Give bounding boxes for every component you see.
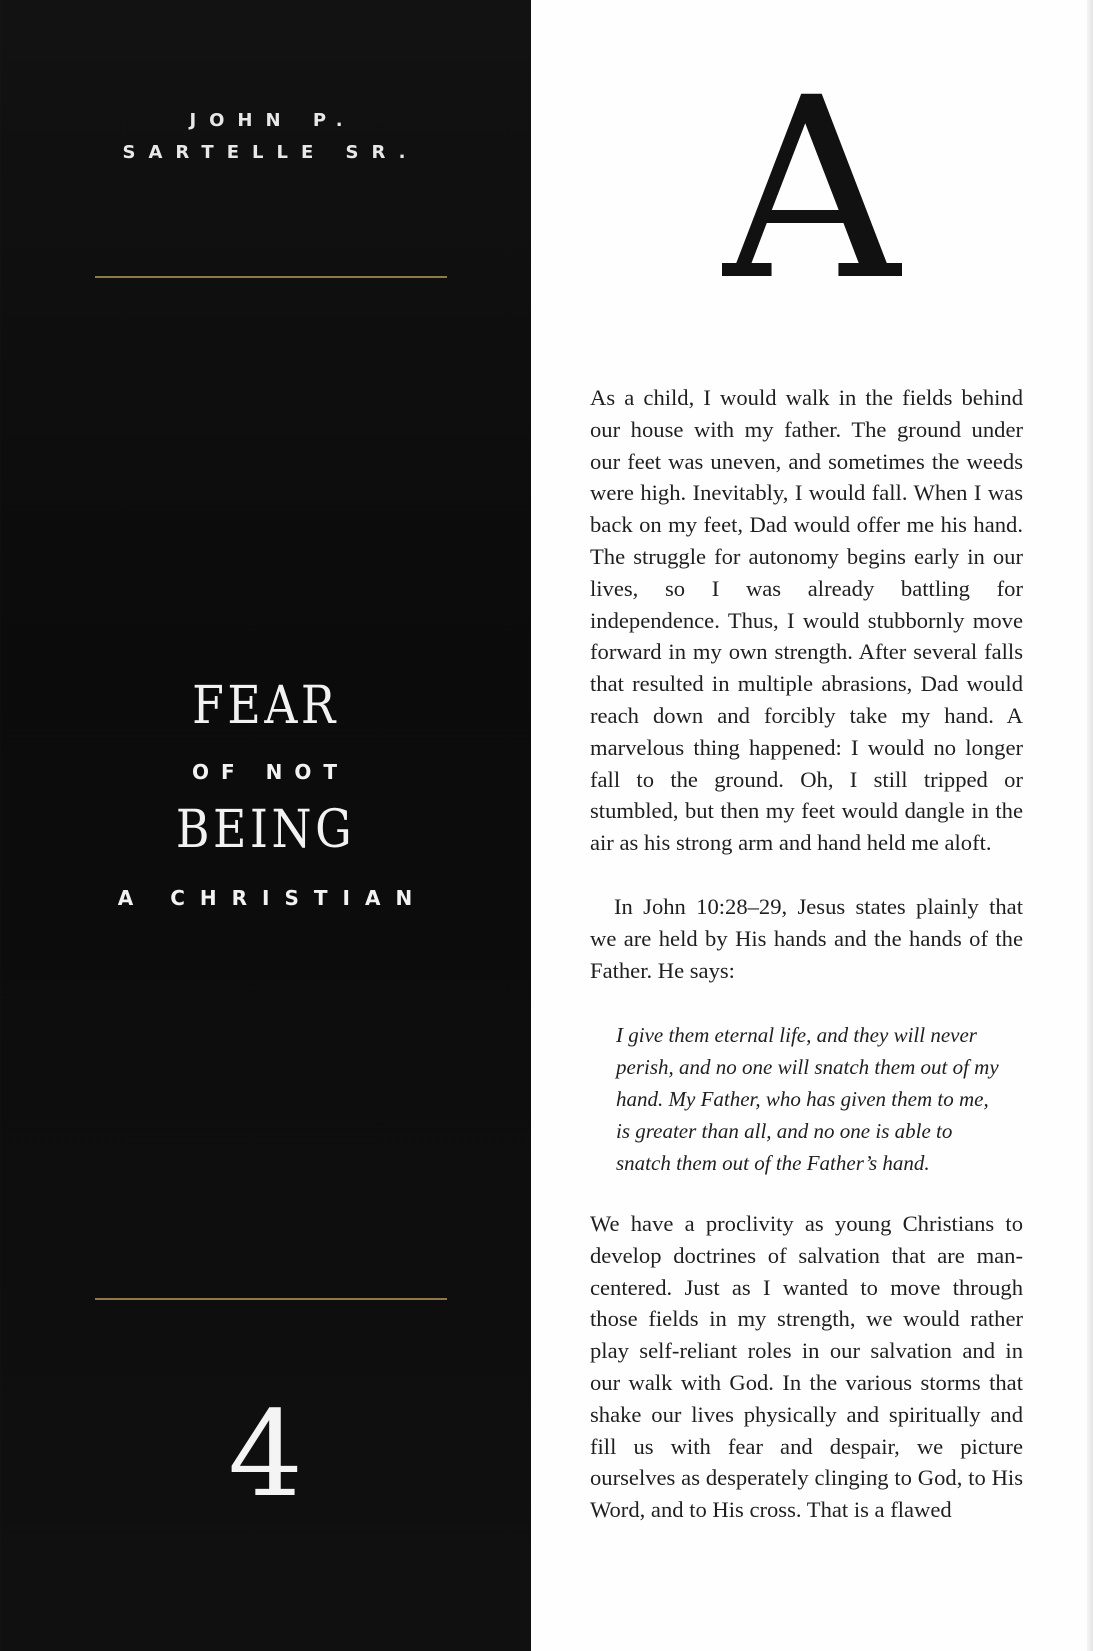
- title-words-a-christian: A CHRISTIAN: [117, 886, 428, 910]
- article-paragraph-1: As a child, I would walk in the fields behind our house with my father. The ground under our feet was uneven, and sometimes the weeds were high. Inevitably, I would fall. When I was back on my feet, Dad would offer me his hand. The struggle for autonomy begins early in our lives, so I was already battling for independence. Thus, I would stubbornly move forward in my own strength. After several falls that resulted in multiple abrasions, Dad would reach down and forcibly take my hand. A marvelous thing happened: I would no longer fall to the ground. Oh, I still tripped or stumbled, but then my feet would dangle in the air as his strong arm and hand held me aloft.: [590, 385, 1023, 856]
- author-name-line1: JOHN P.: [189, 110, 356, 131]
- author-name-line2: SARTELLE SR.: [122, 142, 419, 163]
- title-words-of-not: OF NOT: [191, 760, 349, 784]
- gold-divider-bottom: [95, 1298, 447, 1300]
- drop-cap: [722, 78, 902, 288]
- title-panel: [0, 0, 531, 1651]
- chapter-number: 4: [227, 1385, 304, 1523]
- page-edge: [1087, 0, 1093, 1651]
- drop-cap-letter: A: [722, 78, 902, 288]
- title-word-being: BEING: [175, 800, 356, 860]
- title-word-fear: FEAR: [192, 676, 339, 736]
- article-paragraph-3: We have a proclivity as young Christians to develop doctrines of salvation that are man-centered. Just as I wanted to move through those fields in my strength, we would rather play self-reliant roles in our salvation and in our walk with God. In the various storms that shake our lives physically and spiritually and fill us with fear and despair, we picture ourselves as desperately clinging to God, to His Word, and to His cross. That is a flawed: [590, 1211, 1023, 1523]
- gold-divider-top: [95, 276, 447, 278]
- article-paragraph-2: In John 10:28–29, Jesus states plainly that we are held by His hands and the hands of the Father. He says:: [590, 894, 1023, 983]
- scripture-quote: I give them eternal life, and they will never perish, and no one will snatch them out of my hand. My Father, who has given them to me, is greater than all, and no one is able to snatch them out of the Father’s hand.: [616, 1023, 999, 1175]
